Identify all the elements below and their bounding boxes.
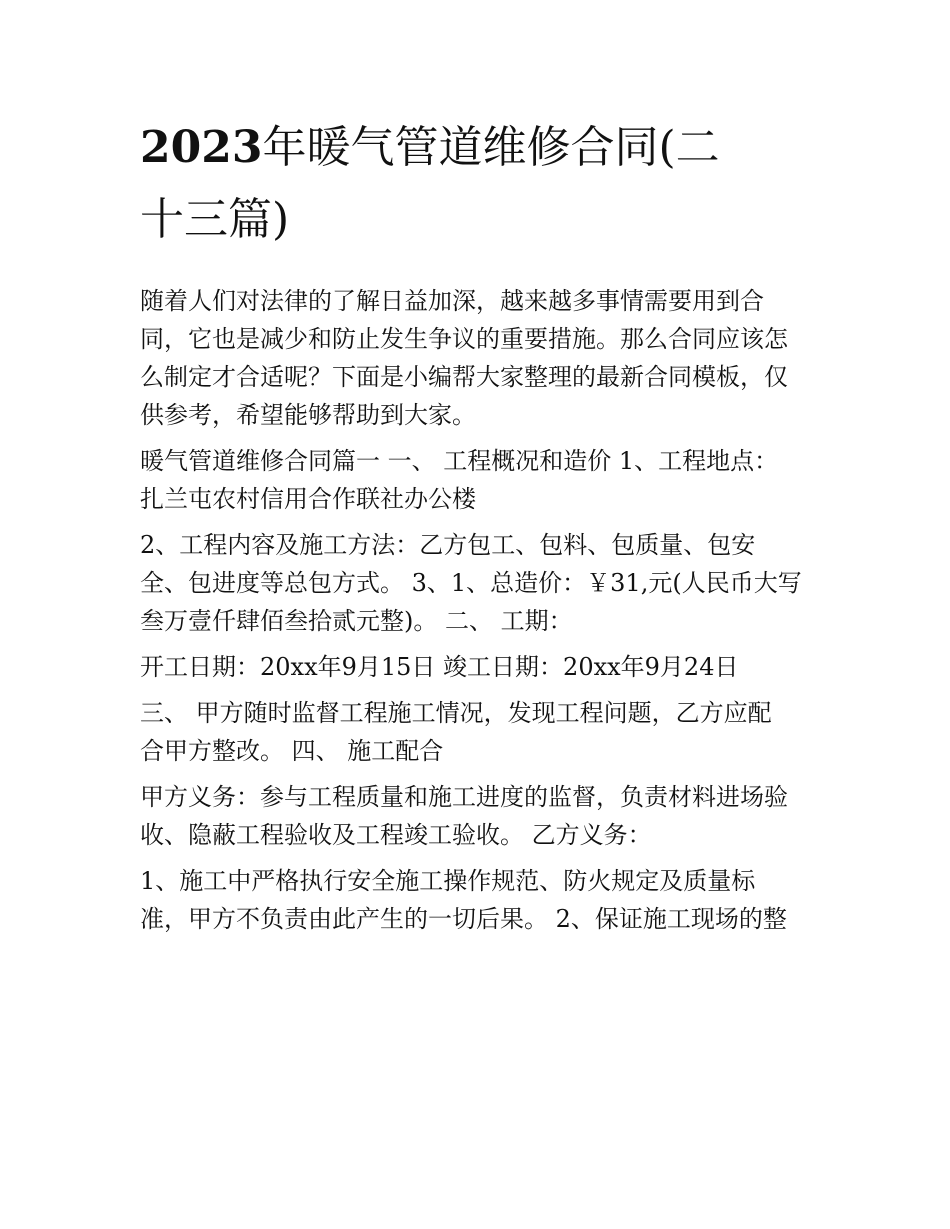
paragraph-line: 暖气管道维修合同篇一 一、 工程概况和造价 1、工程地点： bbox=[140, 447, 779, 475]
paragraph-line: 叁万壹仟肆佰叁拾贰元整)。 二、 工期： bbox=[140, 607, 573, 635]
paragraph-project-overview bbox=[140, 442, 820, 518]
paragraph-party-b-duties bbox=[140, 862, 820, 938]
paragraph-line: 准，甲方不负责由此产生的一切后果。 2、保证施工现场的整 bbox=[140, 905, 787, 933]
paragraph-work-content bbox=[140, 526, 820, 640]
paragraph-line: 收、隐蔽工程验收及工程竣工验收。 乙方义务： bbox=[140, 821, 652, 849]
paragraph-line: 甲方义务：参与工程质量和施工进度的监督，负责材料进场验 bbox=[140, 783, 788, 811]
paragraph-dates bbox=[140, 648, 820, 686]
paragraph-line: 同，它也是减少和防止发生争议的重要措施。那么合同应该怎 bbox=[140, 325, 788, 353]
document-body bbox=[140, 282, 820, 938]
title-text-line1: 年暖气管道维修合同(二 bbox=[262, 122, 720, 173]
paragraph-line: 全、包进度等总包方式。 3、1、总造价：￥31,元(人民币大写 bbox=[140, 569, 802, 597]
paragraph-line: 扎兰屯农村信用合作联社办公楼 bbox=[140, 485, 476, 513]
paragraph-line: 合甲方整改。 四、 施工配合 bbox=[140, 737, 444, 765]
paragraph-line: 么制定才合适呢？下面是小编帮大家整理的最新合同模板，仅 bbox=[140, 363, 788, 391]
paragraph-line: 随着人们对法律的了解日益加深，越来越多事情需要用到合 bbox=[140, 287, 764, 315]
paragraph-line: 1、施工中严格执行安全施工操作规范、防火规定及质量标 bbox=[140, 867, 756, 895]
document-title bbox=[140, 112, 820, 256]
paragraph-line: 三、 甲方随时监督工程施工情况，发现工程问题，乙方应配 bbox=[140, 699, 772, 727]
paragraph-party-a-duties bbox=[140, 778, 820, 854]
paragraph-intro bbox=[140, 282, 820, 434]
paragraph-supervision bbox=[140, 694, 820, 770]
title-year: 2023 bbox=[140, 122, 263, 173]
paragraph-line: 开工日期：20xx年9月15日 竣工日期：20xx年9月24日 bbox=[140, 653, 739, 681]
paragraph-line: 供参考，希望能够帮助到大家。 bbox=[140, 401, 476, 429]
title-text-line2: 十三篇) bbox=[140, 194, 290, 245]
paragraph-line: 2、工程内容及施工方法：乙方包工、包料、包质量、包安 bbox=[140, 531, 756, 559]
